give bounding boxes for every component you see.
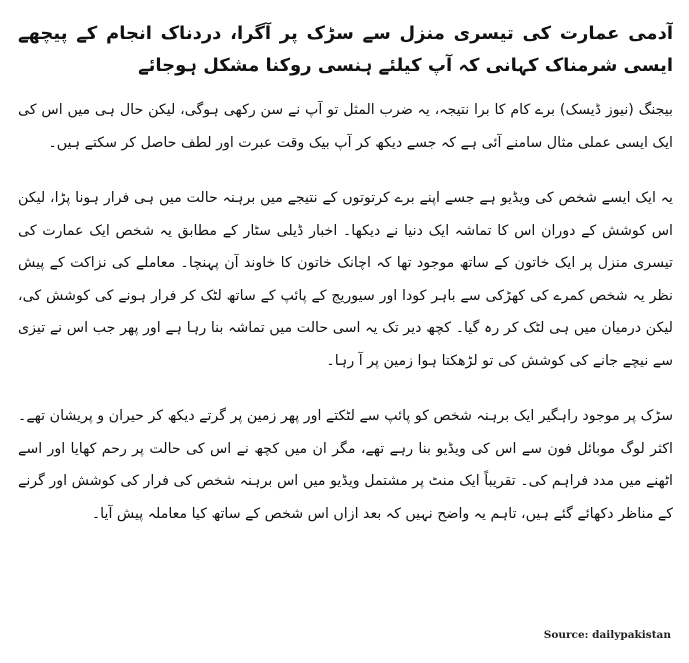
article-paragraph-story: یہ ایک ایسے شخص کی ویڈیو ہے جسے اپنے برے کرتوتوں کے نتیجے میں برہنہ حالت میں ہی فرار ہونا پڑا، لیکن اس کوشش کے دوران اس کا تماشہ ایک دنیا نے دیکھا۔ اخبار ڈیلی سٹار کے مطابق یہ شخص ایک عمارت کی تیسری منزل پر ایک خاتون کے ساتھ موجود تھا کہ اچانک خاتون کا خاوند آن پہنچا۔ معاملے کی نزاکت کے پیش نظر یہ شخص کمرے کی کھڑکی سے باہر کودا اور سیوریج کے پائپ کے ساتھ لٹک کر فرار ہونے کی کوشش کی، لیکن درمیان میں ہی لٹک کر رہ گیا۔ کچھ دیر تک یہ اسی حالت میں تماشہ بنا رہا ہے اور پھر جب اس نے تیزی سے نیچے جانے کی کوشش کی تو لڑھکتا ہوا زمین پر آ رہا۔ bbox=[18, 190, 673, 369]
article-paragraph-intro: بیجنگ (نیوز ڈیسک) برے کام کا برا نتیجہ، یہ ضرب المثل تو آپ نے سن رکھی ہوگی، لیکن حال ہی میں اس کی ایک ایسی عملی مثال سامنے آئی ہے کہ جسے دیکھ کر آپ بیک وقت عبرت اور لطف حاصل کر سکتے ہیں۔ bbox=[18, 102, 673, 151]
article-headline: آدمی عمارت کی تیسری منزل سے سڑک پر آگرا، دردناک انجام کے پیچھے ایسی شرمناک کہانی کہ آپ کیلئے ہنسی روکنا مشکل ہوجائے bbox=[18, 23, 673, 76]
article-source: Source: dailypakistan bbox=[543, 629, 671, 641]
article-paragraph-aftermath: سڑک پر موجود راہگیر ایک برہنہ شخص کو پائپ سے لٹکتے اور پھر زمین پر گرتے دیکھ کر حیران و پریشان تھے۔ اکثر لوگ موبائل فون سے اس کی ویڈیو بنا رہے تھے، مگر ان میں کچھ نے اس کی حالت پر رحم کھایا اور اسے اٹھنے میں مدد فراہم کی۔ تقریباً ایک منٹ پر مشتمل ویڈیو میں اس برہنہ شخص کی فرار کی کوشش اور گرنے کے مناظر دکھائے گئے ہیں، تاہم یہ واضح نہیں کہ بعد ازاں اس شخص کے ساتھ کیا معاملہ پیش آیا۔ bbox=[18, 408, 673, 522]
